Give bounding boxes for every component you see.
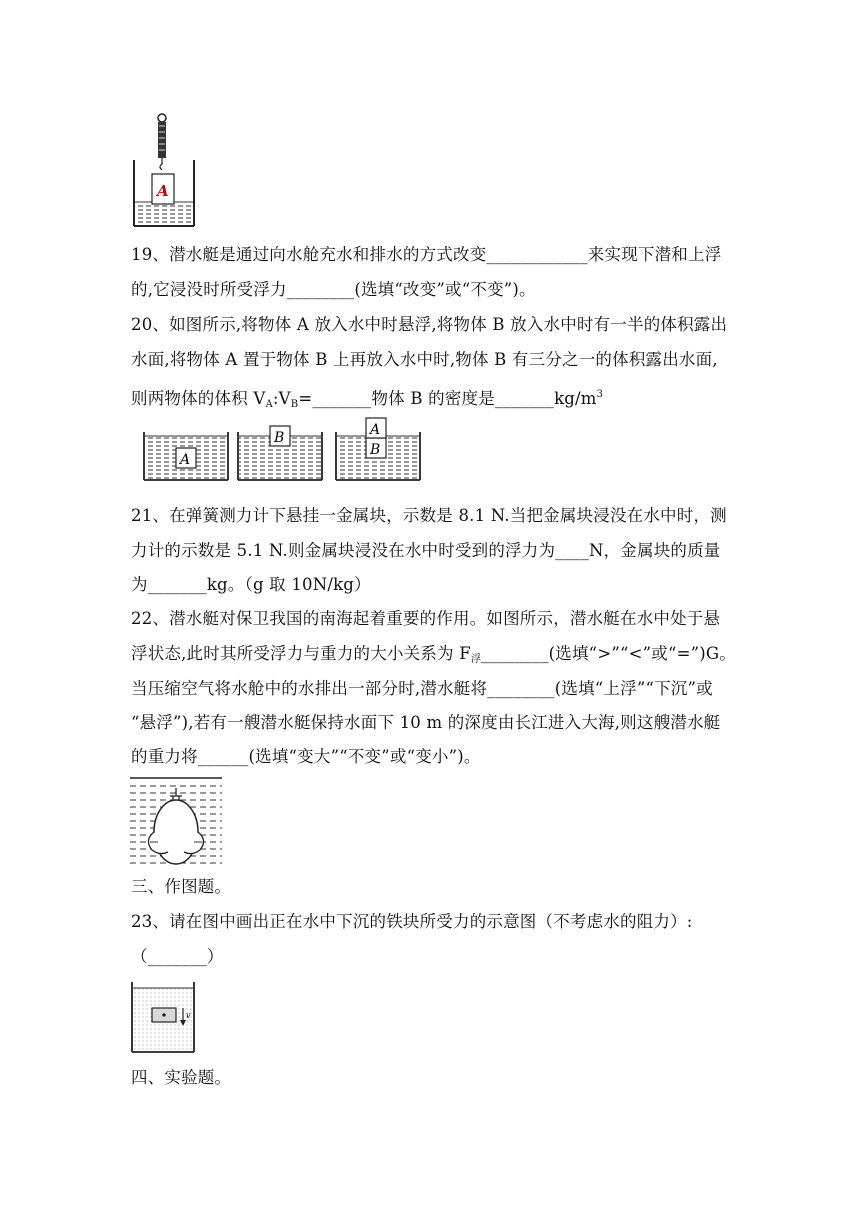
block-a-label: A: [157, 182, 169, 200]
beaker2-b-label: B: [274, 430, 285, 446]
q23-line1: 23、请在图中画出正在水中下沉的铁块所受力的示意图（不考虑水的阻力）:: [131, 912, 693, 931]
section3-heading: 三、作图题。: [131, 877, 232, 896]
beaker3-a-label: A: [370, 422, 381, 438]
q20-line3: 则两物体的体积 $V_A:V_B=\_\_\_\_\_\_\_$物体 B 的密度是$\_\_\_\_\_\_\_kg/m^3$: [131, 389, 604, 410]
q22-line3: 当压缩空气将水舱中的水排出一部分时,潜水艇将________(选填“上浮”“下沉”或: [131, 679, 713, 698]
beaker3-b-label: B: [370, 442, 381, 458]
q21-line2: 力计的示数是 5.1 N.则金属块浸没在水中时受到的浮力为____N，金属块的质量: [131, 541, 721, 560]
beaker-2: [238, 426, 322, 480]
q21-line1: 21、在弹簧测力计下悬挂一金属块，示数是 8.1 N.当把金属块浸没在水中时，测: [131, 506, 727, 525]
q19-line1: 19、潜水艇是通过向水舱充水和排水的方式改变____________来实现下潜和上浮: [131, 245, 722, 264]
submarine-figure: [130, 776, 224, 866]
q22-line2: 浮状态,此时其所受浮力与重力的大小关系为 $F_浮\_\_\_\_\_\_\_\_$(选填“>”“<”或“=”)G。: [131, 644, 736, 665]
q22-line4: “悬浮”),若有一艘潜水艇保持水面下 10 m 的深度由长江进入大海,则这艘潜水艇: [131, 713, 721, 732]
iron-block-figure: [130, 980, 196, 1056]
beaker-3: [336, 418, 420, 480]
beaker1-a-label: A: [180, 452, 191, 468]
q20-line2: 水面,将物体 A 置于物体 B 上再放入水中时,物体 B 有三分之一的体积露出水面,: [131, 350, 718, 369]
q21-line3: 为_______kg。（g 取 10N/kg）: [131, 575, 371, 594]
spring-scale-figure: [130, 112, 202, 232]
q23-line2: （_______）: [131, 947, 224, 966]
beaker-1: [144, 432, 228, 480]
q22-line1: 22、潜水艇对保卫我国的南海起着重要的作用。如图所示，潜水艇在水中处于悬: [131, 609, 721, 628]
velocity-v-label: v: [186, 1011, 191, 1020]
three-beakers-figure: [140, 412, 430, 484]
q19-line2: 的,它浸没时所受浮力________(选填“改变”或“不变”)。: [131, 280, 536, 299]
q22-line5: 的重力将______(选填“变大”“不变”或“变小”)。: [131, 747, 481, 766]
q20-line1: 20、如图所示,将物体 A 放入水中时悬浮,将物体 B 放入水中时有一半的体积露出: [131, 315, 728, 334]
section4-heading: 四、实验题。: [131, 1068, 232, 1087]
